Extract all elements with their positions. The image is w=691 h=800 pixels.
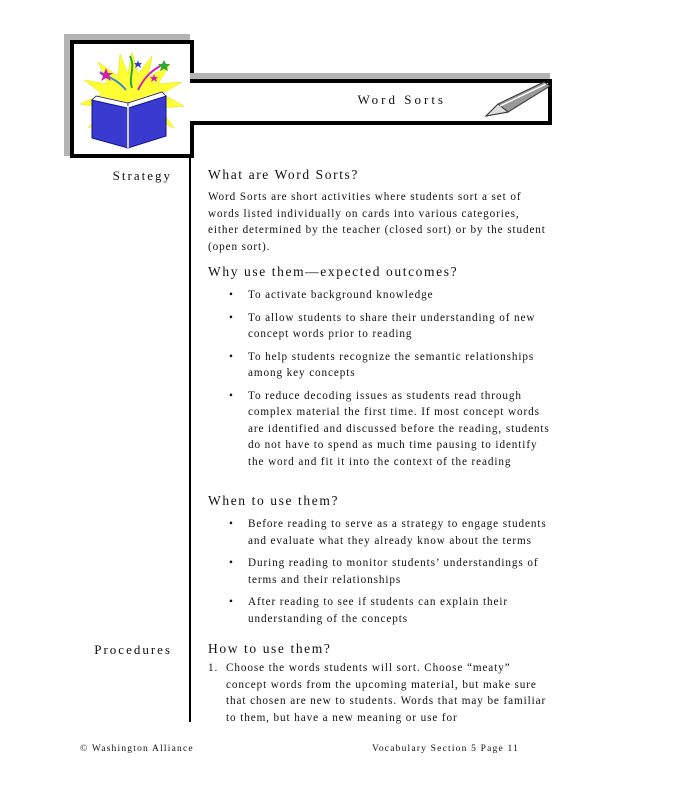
list-item: • To allow students to share their understanding of new concept words prior to reading [208, 310, 553, 343]
footer-copyright: © Washington Alliance [80, 744, 194, 754]
when-section [208, 493, 553, 633]
how-section [208, 641, 553, 726]
how-heading: How to use them? [208, 641, 332, 656]
how-steps [208, 660, 553, 726]
what-body: Word Sorts are short activities where students sort a set of words listed individually on cards into various categories, either determined by the teacher (closed sort) or by the student (open sort). [208, 191, 546, 253]
why-list [208, 287, 553, 470]
list-item: • To reduce decoding issues as students read through complex material the first time. If most concept words are identified and discussed before the reading, students do not have to spend as much time pausing to identify the word and fit it into the context of the reading [208, 388, 553, 471]
pen-icon [484, 80, 554, 120]
list-item: • Before reading to serve as a strategy to engage students and evaluate what they already know about the terms [208, 516, 553, 549]
open-book-icon [78, 48, 186, 150]
footer-page-info: Vocabulary Section 5 Page 11 [372, 744, 520, 754]
page-title: Word Sorts [357, 92, 446, 107]
step-text: Choose the words students will sort. Choose “meaty” concept words from the upcoming material, but make sure that chosen are new to students. Words that may be familiar to them, but have a new meaning or use for [226, 662, 547, 724]
left-column-rule [189, 156, 191, 722]
strategy-label: Strategy [112, 168, 172, 183]
list-item: • To help students recognize the semantic relationships among key concepts [208, 349, 553, 382]
list-item: • During reading to monitor students’ understandings of terms and their relationships [208, 555, 553, 588]
when-heading: When to use them? [208, 493, 340, 508]
when-list [208, 516, 553, 627]
list-item: • After reading to see if students can explain their understanding of the concepts [208, 594, 553, 627]
what-heading: What are Word Sorts? [208, 167, 360, 182]
step-number: 1. [208, 662, 219, 674]
procedures-label: Procedures [94, 642, 172, 657]
why-section [208, 264, 553, 476]
header-icon-box [70, 40, 194, 158]
why-heading: Why use them—expected outcomes? [208, 264, 459, 279]
list-item: • To activate background knowledge [208, 287, 553, 304]
what-section [208, 167, 553, 255]
step-item [208, 660, 553, 726]
